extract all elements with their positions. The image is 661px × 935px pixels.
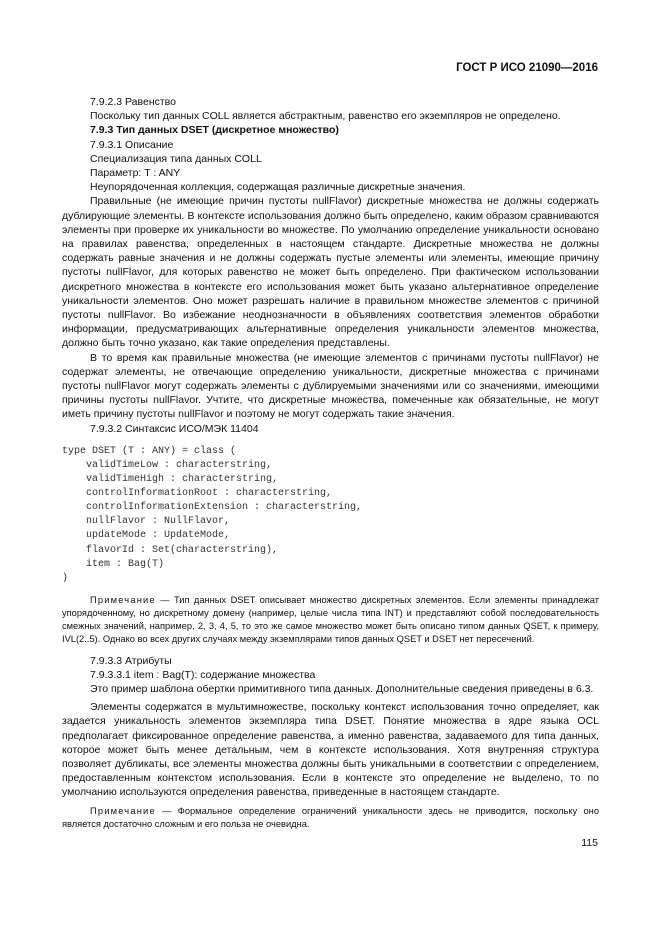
note-1 <box>62 594 599 647</box>
standard-title: ГОСТ Р ИСО 21090—2016 <box>456 62 598 74</box>
note-2 <box>62 805 599 831</box>
description-line-3: Неупорядоченная коллекция, содержащая различные дискретные значения. <box>90 181 466 194</box>
equality-text: Поскольку тип данных COLL является абстрактным, равенство его экземпляров не определено. <box>90 110 561 123</box>
note-2-text: — Формальное определение ограничений уникальности здесь не приводится, поскольку оно является достаточно сложным и его польза не очевидна. <box>62 805 599 829</box>
paragraph-1: Правильные (не имеющие причин пустоты nullFlavor) дискретные множества не должны содержать дублирующие элементы. В контексте использования должно быть определено, каким образом сравниваются элементы при проверке их уникальности во множестве. По умолчанию определение уникальности основано на правилах равенства, определенных в настоящем стандарте. Дискретные множества не должны содержать равные значения и не должны содержать пустые элементы или элементы, имеющие причину пустоты nullFlavor, для которых равенство не может быть определено. При фактическом использовании дискретного множества в контексте его использования может быть указано альтернативное определение уникальности элементов. Оно может разрешать наличие в правильном множестве элементов с причиной пустоты nullFlavor. Во избежание неоднозначности в объявлениях соответствия элементов обработки информации, предусматривающих альтернативные определения уникальности элементов множества, должно быть точно указано, как такие определения представлены. <box>62 195 599 350</box>
note-1-label: Примечание <box>90 594 156 605</box>
section-heading-description: 7.9.3.1 Описание <box>90 138 174 151</box>
section-heading-dset: 7.9.3 Тип данных DSET (дискретное множество) <box>90 124 339 137</box>
code-block: type DSET (T : ANY) = class ( validTimeLow : characterstring, validTimeHigh : characterstring, controlInformationRoot : characterstring, controlInformationExtension : characterstring, nullFlavor : NullFlavor, updateMode : UpdateMode, flavorId : Set(characterstring), item : Bag(T) ) <box>62 445 363 584</box>
paragraph-3: Это пример шаблона обертки примитивного типа данных. Дополнительные сведения приведены в 6.3. <box>90 683 594 696</box>
description-line-1: Специализация типа данных COLL <box>90 152 262 165</box>
paragraph-2: В то время как правильные множества (не имеющие элементов с причинами пустоты nullFlavor) не содержат элементы, не отвечающие определению уникальности, дискретные множества с причинами пустоты nullFlavor могут содержать элементы с дублируемыми значениями или со значениями, имеющими причины пустоты nullFlavor. Учтите, что дискретные множества, помеченные как обязательные, не могут иметь причину пустоты nullFlavor и поэтому не могут содержать такие значения. <box>62 351 599 421</box>
note-1-text: — Тип данных DSET описывает множество дискретных элементов. Если элементы принадлежат упорядоченному, но дискретному домену (например, целые числа типа INT) и представляют собой последовательность смежных значений, например, 2, 3, 4, 5, то это же самое множество может быть описано типом данных QSET, к примеру, IVL(2..5). Однако во всех других случаях между экземплярами типов данных QSET и DSET нет пересечений. <box>62 594 599 645</box>
page-number: 115 <box>581 837 598 849</box>
section-heading-syntax: 7.9.3.2 Синтаксис ИСО/МЭК 11404 <box>90 422 259 435</box>
section-heading-item: 7.9.3.3.1 item : Bag(T): содержание множества <box>90 668 316 681</box>
description-line-2: Параметр: T : ANY <box>90 167 181 180</box>
page-content <box>62 95 599 838</box>
section-heading-attributes: 7.9.3.3 Атрибуты <box>90 654 172 667</box>
section-heading-equality: 7.9.2.3 Равенство <box>90 96 176 108</box>
note-2-label: Примечание <box>90 805 156 816</box>
paragraph-4: Элементы содержатся в мультимножестве, поскольку контекст использования точно определяет, как задается уникальность элементов экземпляра типа DSET. Понятие множества в ядре языка OCL предполагает фиксированное определение равенства, а именно равенства, задаваемого для типа данных, которое может быть менее детальным, чем в контексте использования. Хотя внутренняя структура позволяет дубликаты, все элементы множества должны быть уникальными в соответствии с определением, предоставленным контекстом использования. Если в контексте это определение не выделено, то по умолчанию используются определения равенства, приведенные в настоящем стандарте. <box>62 701 599 799</box>
